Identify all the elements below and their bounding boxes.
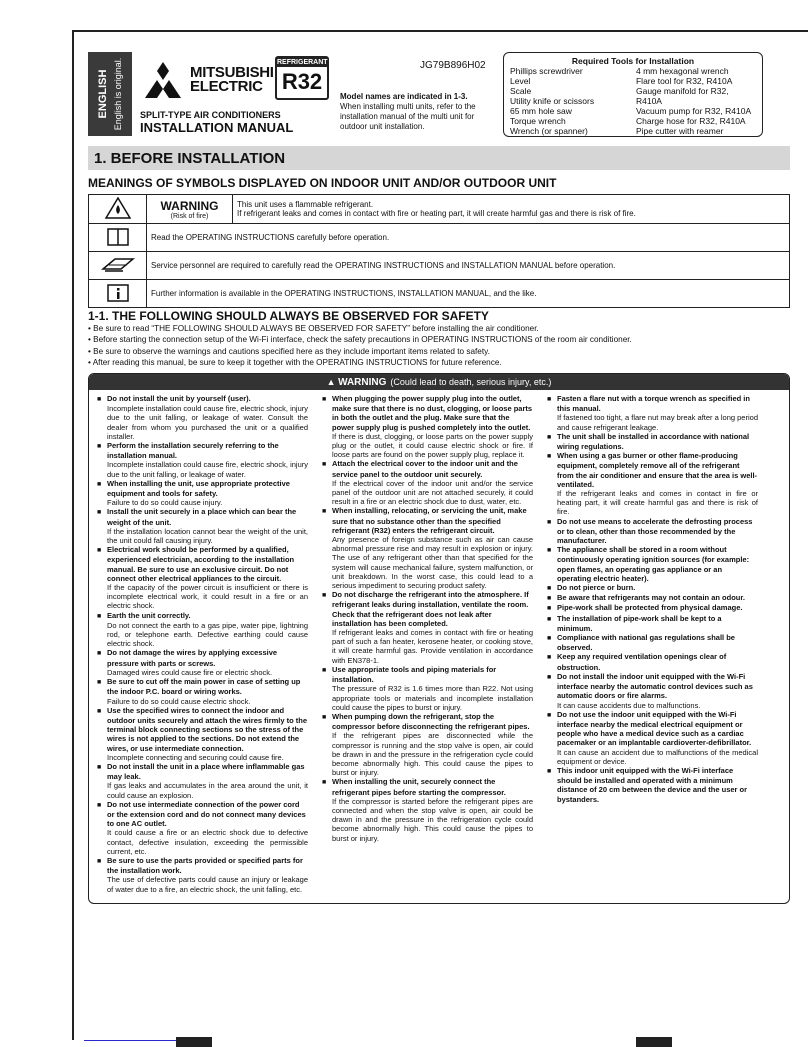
footer-bar-right — [636, 1037, 672, 1047]
warning-item — [547, 766, 758, 804]
warning-item — [322, 665, 533, 712]
book-icon — [89, 224, 147, 252]
warning-item-body: If the electrical cover of the indoor unit and/or the service panel of the outdoor unit are not attached securely, it could result in a fire or an electric shock due to dust, water, etc. — [332, 478, 533, 507]
warning-item-body: If there is dust, clogging, or loose parts on the power supply plug or the outlet, it could cause electric shock or fire. If loose parts are found on the power supply plug, replace it. — [332, 431, 533, 460]
warning-item-body: Failure to do so could cause electric shock. — [107, 696, 251, 706]
warning-label: WARNING — [160, 198, 219, 213]
warning-item-heading: ■ Be sure to use the parts provided or specified parts for the installation work. — [97, 856, 308, 875]
mitsubishi-logo-icon — [142, 62, 184, 98]
warning-item-body: If gas leaks and accumulates in the area around the unit, it could cause an explosion. — [107, 781, 308, 800]
frame-top-rule — [72, 30, 808, 32]
warning-triangle-icon: ▲ — [326, 377, 339, 387]
warning-item — [547, 593, 758, 603]
warning-item-body: It can cause an accident due to malfunctions of the medical equipment or device. — [557, 747, 758, 766]
warning-item-body: If the refrigerant leaks and comes in contact in fire or heating part, it will create harmful gas and there is risk of fire. — [557, 489, 758, 517]
warning-item-body: The pressure of R32 is 1.6 times more than R22. Not using appropriate tools or materials and incomplete installation could cause the pipes to burst or injury. — [332, 684, 533, 712]
warning-box — [88, 373, 790, 904]
warning-item — [547, 633, 758, 652]
warning-item — [322, 506, 533, 590]
warning-item — [547, 583, 758, 593]
warning-item-heading: ■ Do not discharge the refrigerant into the atmosphere. If refrigerant leaks during installation, ventilate the room. Check that the refrigerant does not leak after installation has been completed. — [322, 590, 533, 628]
tool-item: Phillips screwdriver — [510, 66, 583, 76]
brand-line-2: ELECTRIC — [190, 78, 263, 95]
symbol-row-info — [89, 280, 790, 308]
refrigerant-type: R32 — [281, 69, 323, 94]
service-manual-icon — [89, 252, 147, 280]
warning-item — [322, 590, 533, 665]
symbol-row-read — [89, 224, 790, 252]
warning-text-cell — [233, 195, 790, 224]
symbols-heading: MEANINGS OF SYMBOLS DISPLAYED ON INDOOR UNIT AND/OR OUTDOOR UNIT — [88, 176, 557, 190]
model-note — [340, 92, 500, 132]
symbol-row-read-text: Read the OPERATING INSTRUCTIONS carefully before operation. — [147, 224, 790, 252]
warning-item — [97, 394, 308, 441]
warning-item — [322, 459, 533, 506]
warning-item-heading: ■ Use the specified wires to connect the indoor and outdoor units securely and attach the wires firmly to the terminal block connecting sections so the stress of the wires is not applied to the sections. Do not extend the wires, or use intermediate connection. — [97, 706, 308, 753]
manual-title: INSTALLATION MANUAL — [140, 120, 294, 135]
warning-item-heading: ■ When using a gas burner or other flame-producing equipment, completely remove all of the refrigerant from the air conditioner and ensure that the area is well-ventilated. — [547, 451, 758, 489]
symbol-row-info-text: Further information is available in the OPERATING INSTRUCTIONS, INSTALLATION MANUAL, and the like. — [147, 280, 790, 308]
required-tools-box — [503, 52, 763, 137]
warning-item-heading: ■ When installing the unit, securely connect the refrigerant pipes before starting the compressor. — [322, 777, 533, 796]
warning-item-heading: ■ Keep any required ventilation openings clear of obstruction. — [547, 652, 758, 671]
warning-column-1 — [97, 394, 308, 894]
tool-item: Flare tool for R32, R410A — [635, 76, 733, 86]
warning-item — [547, 517, 758, 546]
warning-item — [97, 441, 308, 479]
model-note-bold: Model names are indicated in 1-3. — [340, 92, 468, 101]
warning-item — [97, 762, 308, 800]
warning-item-body: If the refrigerant pipes are disconnected while the compressor is running and the stop valve is open, air could be drawn in and the pressure in the refrigeration cycle could become abnormally high. This could cause the pipes to burst or injury. — [332, 731, 533, 778]
warning-item-heading: ■ Electrical work should be performed by a qualified, experienced electrician, according to the installation manual. Be sure to use an exclusive circuit. Do not connect other electrical appliances to the circuit. — [97, 545, 308, 583]
refrigerant-label: REFRIGERANT — [277, 59, 328, 66]
safety-bullets — [88, 323, 790, 368]
warning-item-heading: ■ Do not use means to accelerate the defrosting process or to clean, other than those recommended by the manufacturer. — [547, 517, 758, 546]
symbol-row-warning — [89, 195, 790, 224]
tool-item: Wrench (or spanner) — [510, 126, 588, 136]
warning-item-heading: ■ Do not use the indoor unit equipped with the Wi-Fi interface nearby the medical electrical equipment or people who have a medical device such as a cardiac pacemaker or an implantable cardioverter-defibrillator. — [547, 710, 758, 748]
warning-label-cell — [147, 195, 233, 224]
tool-item: 65 mm hole saw — [510, 106, 572, 116]
warning-item — [322, 712, 533, 777]
warning-item-heading: ■ Do not use intermediate connection of the power cord or the extension cord and do not connect many devices to one AC outlet. — [97, 800, 308, 829]
warning-item — [547, 603, 758, 613]
symbols-table — [88, 194, 790, 308]
warning-item — [547, 432, 758, 451]
warning-item-heading: ■ Do not install the unit by yourself (user). — [97, 394, 308, 404]
safety-bullet: • Before starting the connection setup of the Wi-Fi interface, check the safety precautions in OPERATING INSTRUCTIONS of the room air conditioner. — [88, 334, 790, 345]
warning-item-heading: ■ When installing, relocating, or servicing the unit, make sure that no substance other than the specified refrigerant (R32) enters the refrigerant circuit. — [322, 506, 533, 535]
warning-item-heading: ■ The installation of pipe-work shall be kept to a minimum. — [547, 614, 758, 633]
warning-item — [97, 507, 308, 545]
warning-item-body: Incomplete installation could cause fire, electric shock, injury due to the unit falling, or leakage of water. Consult the dealer from whom you purchased the unit or a qualified installer. — [107, 404, 308, 441]
info-icon — [89, 280, 147, 308]
tools-right-list — [636, 66, 756, 136]
warning-item-heading: ■ Do not install the unit in a place where inflammable gas may leak. — [97, 762, 308, 781]
safety-bullet: • After reading this manual, be sure to keep it together with the OPERATING INSTRUCTIONS for future reference. — [88, 357, 790, 368]
language-tab — [88, 52, 132, 136]
product-type: SPLIT-TYPE AIR CONDITIONERS — [140, 110, 281, 120]
language-secondary: English is original. — [113, 57, 123, 131]
tools-left-list — [510, 66, 636, 136]
warning-item-body: The use of defective parts could cause an injury or leakage of water due to a fire, an electric shock, the unit falling, etc. — [107, 875, 308, 894]
symbol-row-service-text: Service personnel are required to carefully read the OPERATING INSTRUCTIONS and INSTALLATION MANUAL before operation. — [147, 252, 790, 280]
language-primary: ENGLISH — [97, 69, 109, 119]
warning-item-heading: ■ Attach the electrical cover to the indoor unit and the service panel to the outdoor unit securely. — [322, 459, 533, 478]
safety-heading: 1-1. THE FOLLOWING SHOULD ALWAYS BE OBSERVED FOR SAFETY — [88, 309, 489, 323]
warning-line-1: This unit uses a flammable refrigerant. — [237, 200, 374, 209]
warning-item — [547, 614, 758, 633]
warning-item — [547, 652, 758, 671]
warning-item — [547, 451, 758, 516]
warning-item-body: If refrigerant leaks and comes in contact with fire or heating part of such a fan heater, kerosene heater, or cooking stove, it will create harmful gas. Provide ventilation in accordance with EN378-1. — [332, 628, 533, 665]
warning-item-body: If the capacity of the power circuit is insufficient or there is incomplete electrical work, it could result in a fire or an electric shock. — [107, 583, 308, 611]
tool-item: Scale — [510, 86, 532, 96]
warning-item-heading: ■ The appliance shall be stored in a room without continuously operating ignition sources (for example: open flames, an operating gas appliance or an operating electric heater). — [547, 545, 758, 583]
warning-item — [97, 706, 308, 762]
warning-item — [547, 710, 758, 766]
warning-item — [97, 856, 308, 894]
tool-item: Level — [510, 76, 531, 86]
warning-item — [97, 800, 308, 856]
tool-item: Vacuum pump for R32, R410A — [635, 106, 752, 116]
warning-item-body: Any presence of foreign substance such as air can cause abnormal pressure rise and may result in explosion or injury. The use of any refrigerant other than that specified for the system will cause mechanical failure, system malfunction, or unit breakdown. In the worst case, this could lead to a serious impediment to securing product safety. — [332, 535, 533, 591]
tool-item: Charge hose for R32, R410A — [635, 116, 746, 126]
footer-bar-left — [176, 1037, 212, 1047]
model-note-text: When installing multi units, refer to the installation manual of the multi unit for outdoor unit installation. — [340, 102, 476, 131]
tools-title: Required Tools for Installation — [571, 56, 695, 66]
warning-item — [547, 545, 758, 583]
warning-item — [97, 545, 308, 610]
brand-line-1: MITSUBISHI — [190, 64, 274, 81]
warning-item — [547, 394, 758, 432]
warning-bar-text: (Could lead to death, serious injury, etc.) — [390, 377, 552, 387]
frame-left-rule — [72, 30, 74, 1040]
warning-item-body: If the installation location cannot bear the weight of the unit, the unit could fall causing injury. — [107, 526, 308, 546]
tool-item: Gauge manifold for R32, R410A — [635, 86, 729, 106]
warning-item — [547, 672, 758, 710]
warning-item-heading: ■ When pumping down the refrigerant, stop the compressor before disconnecting the refrigerant pipes. — [322, 712, 533, 731]
safety-bullet: • Be sure to read “THE FOLLOWING SHOULD ALWAYS BE OBSERVED FOR SAFETY” before installing the air conditioner. — [88, 323, 790, 334]
warning-item-heading: ■ Compliance with national gas regulations shall be observed. — [547, 633, 758, 652]
warning-item-body: Failure to do so could cause injury. — [107, 498, 223, 508]
warning-item-heading: ■ Pipe-work shall be protected from physical damage. — [547, 603, 758, 613]
warning-line-2: If refrigerant leaks and comes in contact with fire or heating part, it will create harmful gas and there is risk of fire. — [237, 209, 636, 218]
warning-item-heading: ■ Do not install the indoor unit equipped with the Wi-Fi interface nearby the automatic control devices such as automatic doors or fire alarms. — [547, 672, 758, 701]
warning-item-body: Incomplete installation could cause fire, electric shock, injury due to the unit falling, or leakage of water. — [107, 460, 308, 479]
symbol-row-service — [89, 252, 790, 280]
warning-item — [322, 394, 533, 459]
warning-item-body: Do not connect the earth to a gas pipe, water pipe, lightning rod, or telephone earth. Defective earthing could cause electric shock. — [107, 620, 308, 649]
warning-item-heading: ■ When plugging the power supply plug into the outlet, make sure that there is no dust, clogging, or loose parts in both the outlet and the plug. Make sure that the power supply plug is pushed completely into the outlet. — [322, 394, 533, 432]
warning-column-3 — [547, 394, 758, 894]
warning-item-body: Incomplete connecting and securing could cause fire. — [107, 752, 284, 762]
warning-item-heading: ■ Do not damage the wires by applying excessive pressure with parts or screws. — [97, 648, 308, 667]
warning-bar — [89, 374, 789, 390]
warning-sub: (Risk of fire) — [170, 212, 209, 220]
refrigerant-badge — [275, 56, 329, 100]
tool-item: Torque wrench — [510, 116, 566, 126]
warning-item-body: If the compressor is started before the refrigerant pipes are connected and when the stop valve is open, air could be drawn in and the pressure in the refrigeration cycle could become abnormally high. This could cause the pipes to burst or injury. — [332, 796, 533, 843]
warning-item-heading: ■ Earth the unit correctly. — [97, 611, 308, 621]
document-number: JG79B896H02 — [420, 60, 486, 71]
safety-bullet: • Be sure to observe the warnings and cautions specified here as they include important items related to safety. — [88, 346, 790, 357]
warning-item — [97, 648, 308, 677]
warning-item-heading: ■ Be aware that refrigerants may not contain an odour. — [547, 593, 758, 603]
warning-item — [97, 611, 308, 649]
warning-item-heading: ■ The unit shall be installed in accordance with national wiring regulations. — [547, 432, 758, 451]
warning-item-heading: ■ When installing the unit, use appropriate protective equipment and tools for safety. — [97, 479, 308, 498]
warning-item-heading: ■ Install the unit securely in a place which can bear the weight of the unit. — [97, 507, 308, 526]
warning-bar-label: WARNING — [338, 377, 387, 388]
tool-item: Utility knife or scissors — [510, 96, 595, 106]
warning-item-heading: ■ Perform the installation securely referring to the installation manual. — [97, 441, 308, 460]
tool-item: 4 mm hexagonal wrench — [635, 66, 729, 76]
warning-item — [322, 777, 533, 842]
warning-item-heading: ■ Do not pierce or burn. — [547, 583, 758, 593]
warning-item — [97, 479, 308, 508]
warning-item-heading: ■ This indoor unit equipped with the Wi-Fi interface should be installed and operated with a minimum distance of 20 cm between the device and the user or bystanders. — [547, 766, 758, 804]
warning-item-heading: ■ Be sure to cut off the main power in case of setting up the indoor P.C. board or wiring works. — [97, 677, 308, 696]
brand-name — [190, 66, 274, 94]
warning-item-body: It could cause a fire or an electric shock due to defective contact, defective insulation, exceeding the permissible current, etc. — [107, 828, 308, 856]
fire-warning-icon — [89, 195, 147, 224]
warning-item-body: If fastened too tight, a flare nut may break after a long period and cause refrigerant leakage. — [557, 413, 758, 432]
warning-item-body: It can cause accidents due to malfunctions. — [557, 700, 701, 710]
warning-item — [97, 677, 308, 706]
warning-item-body: Damaged wires could cause fire or electric shock. — [107, 667, 273, 677]
warning-item-heading: ■ Fasten a flare nut with a torque wrench as specified in this manual. — [547, 394, 758, 413]
warning-column-2 — [322, 394, 533, 894]
warning-item-heading: ■ Use appropriate tools and piping materials for installation. — [322, 665, 533, 684]
footer-rule — [84, 1040, 176, 1041]
tool-item: Pipe cutter with reamer — [635, 126, 724, 136]
section-title: 1. BEFORE INSTALLATION — [88, 146, 790, 170]
